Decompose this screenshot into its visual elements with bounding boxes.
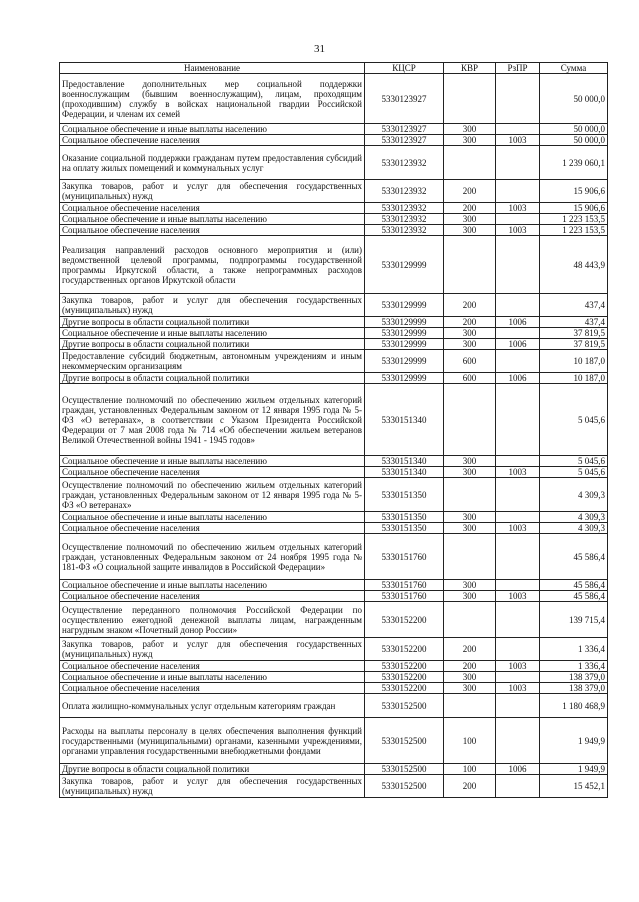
table-row [60, 135, 608, 146]
table-row [60, 512, 608, 523]
row-name: Социальное обеспечение и иные выплаты населению [60, 456, 365, 467]
row-name: Социальное обеспечение населения [60, 203, 365, 214]
page-number: 31 [314, 43, 325, 55]
row-kcsr: 5330151340 [365, 456, 444, 467]
table-row [60, 683, 608, 694]
row-name: Закупка товаров, работ и услуг для обеспечения государственных (муниципальных) нужд [60, 775, 365, 798]
row-kvr: 300 [444, 339, 496, 350]
row-name: Предоставление дополнительных мер социальной поддержки военнослужащим (бывшим военнослужащим), лицам, проходящим (проходившим) службу в войсках национальной гвардии Российской Федерации, и членам их семей [60, 74, 365, 124]
row-kvr: 300 [444, 672, 496, 683]
row-kcsr: 5330123932 [365, 203, 444, 214]
row-name: Другие вопросы в области социальной политики [60, 339, 365, 350]
row-rzpr [496, 456, 540, 467]
row-kcsr: 5330129999 [365, 328, 444, 339]
row-sum: 15 906,6 [540, 180, 608, 203]
row-kcsr: 5330129999 [365, 339, 444, 350]
table-row [60, 146, 608, 180]
row-kvr [444, 534, 496, 580]
row-rzpr: 1003 [496, 467, 540, 478]
row-sum: 5 045,6 [540, 456, 608, 467]
row-kcsr: 5330151350 [365, 478, 444, 512]
row-sum: 10 187,0 [540, 373, 608, 384]
row-name: Закупка товаров, работ и услуг для обеспечения государственных (муниципальных) нужд [60, 180, 365, 203]
row-sum: 50 000,0 [540, 124, 608, 135]
row-rzpr [496, 328, 540, 339]
row-rzpr [496, 672, 540, 683]
row-kvr: 100 [444, 718, 496, 764]
table-row [60, 718, 608, 764]
table-row [60, 456, 608, 467]
row-rzpr: 1006 [496, 339, 540, 350]
row-kcsr: 5330151760 [365, 580, 444, 591]
row-kcsr: 5330123932 [365, 214, 444, 225]
row-kvr: 300 [444, 523, 496, 534]
row-sum: 1 180 468,9 [540, 694, 608, 718]
row-sum: 15 452,1 [540, 775, 608, 798]
row-sum: 138 379,0 [540, 672, 608, 683]
row-name: Социальное обеспечение населения [60, 135, 365, 146]
table-row [60, 384, 608, 456]
row-sum: 4 309,3 [540, 478, 608, 512]
row-kvr [444, 694, 496, 718]
table-row [60, 236, 608, 294]
row-sum: 1 949,9 [540, 718, 608, 764]
row-kcsr: 5330129999 [365, 236, 444, 294]
row-kcsr: 5330129999 [365, 294, 444, 317]
table-row [60, 602, 608, 638]
table-row [60, 203, 608, 214]
row-kvr: 600 [444, 350, 496, 373]
row-rzpr: 1006 [496, 373, 540, 384]
row-kvr: 300 [444, 124, 496, 135]
table-row [60, 294, 608, 317]
row-kcsr: 5330151350 [365, 512, 444, 523]
row-kvr: 300 [444, 580, 496, 591]
row-name: Осуществление полномочий по обеспечению жильем отдельных категорий граждан, установленных Федеральным законом от 12 января 1995 года № 5-ФЗ «О ветеранах», в соответствии с Указом Президента Российской Федерации от 7 мая 2008 года № 714 «Об обеспечении жильем ветеранов Великой Отечественной войны 1941 - 1945 годов» [60, 384, 365, 456]
row-kvr: 200 [444, 180, 496, 203]
header-sum: Сумма [540, 63, 608, 74]
header-name: Наименование [60, 63, 365, 74]
row-sum: 37 819,5 [540, 339, 608, 350]
row-kcsr: 5330152200 [365, 672, 444, 683]
row-kvr: 300 [444, 683, 496, 694]
row-kvr [444, 384, 496, 456]
row-kcsr: 5330152200 [365, 661, 444, 672]
row-kcsr: 5330123932 [365, 225, 444, 236]
table-row [60, 534, 608, 580]
table-row [60, 74, 608, 124]
row-name: Социальное обеспечение населения [60, 591, 365, 602]
row-kvr: 300 [444, 456, 496, 467]
row-name: Социальное обеспечение населения [60, 661, 365, 672]
row-kvr: 300 [444, 467, 496, 478]
row-name: Социальное обеспечение населения [60, 467, 365, 478]
row-kvr: 200 [444, 317, 496, 328]
row-sum: 15 906,6 [540, 203, 608, 214]
row-rzpr: 1003 [496, 683, 540, 694]
row-name: Социальное обеспечение и иные выплаты населению [60, 672, 365, 683]
row-kcsr: 5330152200 [365, 638, 444, 661]
table-row [60, 775, 608, 798]
row-kcsr: 5330152200 [365, 602, 444, 638]
row-rzpr [496, 384, 540, 456]
table-row [60, 373, 608, 384]
table-row [60, 124, 608, 135]
row-name: Закупка товаров, работ и услуг для обеспечения государственных (муниципальных) нужд [60, 294, 365, 317]
table-row [60, 467, 608, 478]
row-kvr: 300 [444, 225, 496, 236]
row-kvr: 300 [444, 328, 496, 339]
row-sum: 48 443,9 [540, 236, 608, 294]
row-rzpr [496, 718, 540, 764]
row-name: Предоставление субсидий бюджетным, автономным учреждениям и иным некоммерческим организациям [60, 350, 365, 373]
row-kcsr: 5330129999 [365, 350, 444, 373]
table-row [60, 350, 608, 373]
table-row [60, 478, 608, 512]
row-rzpr: 1006 [496, 764, 540, 775]
row-name: Расходы на выплаты персоналу в целях обеспечения выполнения функций государственными (муниципальными) органами, казенными учреждениями, органами управления государственными внебюджетными фондами [60, 718, 365, 764]
row-sum: 10 187,0 [540, 350, 608, 373]
table-row [60, 214, 608, 225]
row-rzpr [496, 146, 540, 180]
table-row [60, 317, 608, 328]
row-name: Оплата жилищно-коммунальных услуг отдельным категориям граждан [60, 694, 365, 718]
row-name: Социальное обеспечение и иные выплаты населению [60, 580, 365, 591]
row-kvr: 600 [444, 373, 496, 384]
row-rzpr [496, 236, 540, 294]
row-name: Социальное обеспечение и иные выплаты населению [60, 512, 365, 523]
row-kcsr: 5330123932 [365, 146, 444, 180]
row-rzpr: 1003 [496, 523, 540, 534]
row-sum: 1 336,4 [540, 661, 608, 672]
row-rzpr: 1003 [496, 203, 540, 214]
row-rzpr [496, 214, 540, 225]
row-name: Другие вопросы в области социальной политики [60, 764, 365, 775]
row-name: Другие вопросы в области социальной политики [60, 317, 365, 328]
row-kvr: 300 [444, 135, 496, 146]
table-row [60, 523, 608, 534]
row-sum: 138 379,0 [540, 683, 608, 694]
row-name: Социальное обеспечение и иные выплаты населению [60, 328, 365, 339]
table-row [60, 638, 608, 661]
row-sum: 1 223 153,5 [540, 225, 608, 236]
row-sum: 45 586,4 [540, 534, 608, 580]
row-sum: 45 586,4 [540, 580, 608, 591]
row-name: Реализация направлений расходов основного мероприятия и (или) ведомственной целевой программы, подпрограммы государственной программы Иркутской области, а также непрограммных расходов государственных органов Иркутской области [60, 236, 365, 294]
header-kvr: КВР [444, 63, 496, 74]
row-name: Социальное обеспечение населения [60, 683, 365, 694]
row-sum: 37 819,5 [540, 328, 608, 339]
row-rzpr [496, 180, 540, 203]
row-sum: 1 223 153,5 [540, 214, 608, 225]
row-rzpr: 1003 [496, 135, 540, 146]
table-body [60, 74, 608, 798]
row-rzpr [496, 74, 540, 124]
row-sum: 4 309,3 [540, 512, 608, 523]
row-kcsr: 5330123927 [365, 124, 444, 135]
row-name: Социальное обеспечение и иные выплаты населению [60, 214, 365, 225]
row-kcsr: 5330151760 [365, 534, 444, 580]
row-sum: 4 309,3 [540, 523, 608, 534]
row-kvr [444, 236, 496, 294]
row-kvr: 200 [444, 294, 496, 317]
row-rzpr [496, 534, 540, 580]
row-kvr [444, 602, 496, 638]
row-kcsr: 5330129999 [365, 373, 444, 384]
budget-table [59, 62, 608, 798]
row-kvr: 200 [444, 775, 496, 798]
row-kcsr: 5330151350 [365, 523, 444, 534]
row-rzpr [496, 638, 540, 661]
row-kvr: 200 [444, 638, 496, 661]
row-rzpr [496, 478, 540, 512]
row-sum: 437,4 [540, 294, 608, 317]
row-sum: 5 045,6 [540, 384, 608, 456]
table-row [60, 591, 608, 602]
row-name: Закупка товаров, работ и услуг для обеспечения государственных (муниципальных) нужд [60, 638, 365, 661]
row-sum: 50 000,0 [540, 74, 608, 124]
row-rzpr [496, 124, 540, 135]
row-kcsr: 5330152500 [365, 718, 444, 764]
row-sum: 45 586,4 [540, 591, 608, 602]
row-rzpr [496, 512, 540, 523]
table-row [60, 694, 608, 718]
table-row [60, 328, 608, 339]
row-kvr: 200 [444, 661, 496, 672]
row-rzpr [496, 294, 540, 317]
row-name: Другие вопросы в области социальной политики [60, 373, 365, 384]
row-name: Социальное обеспечение населения [60, 225, 365, 236]
row-kvr: 300 [444, 591, 496, 602]
row-rzpr: 1006 [496, 317, 540, 328]
row-sum: 5 045,6 [540, 467, 608, 478]
table-row [60, 672, 608, 683]
row-sum: 437,4 [540, 317, 608, 328]
header-rzpr: РзПР [496, 63, 540, 74]
row-sum: 50 000,0 [540, 135, 608, 146]
table-row [60, 339, 608, 350]
row-rzpr: 1003 [496, 225, 540, 236]
row-kvr: 300 [444, 512, 496, 523]
row-kcsr: 5330152500 [365, 694, 444, 718]
row-kcsr: 5330151760 [365, 591, 444, 602]
row-name: Оказание социальной поддержки гражданам путем предоставления субсидий на оплату жилых помещений и коммунальных услуг [60, 146, 365, 180]
row-rzpr [496, 694, 540, 718]
table-row [60, 225, 608, 236]
row-kcsr: 5330151340 [365, 384, 444, 456]
row-name: Социальное обеспечение и иные выплаты населению [60, 124, 365, 135]
row-kcsr: 5330123932 [365, 180, 444, 203]
row-kcsr: 5330129999 [365, 317, 444, 328]
table-row [60, 580, 608, 591]
row-kvr: 100 [444, 764, 496, 775]
row-sum: 1 336,4 [540, 638, 608, 661]
table-row [60, 661, 608, 672]
row-rzpr: 1003 [496, 661, 540, 672]
row-kvr [444, 478, 496, 512]
row-kcsr: 5330152500 [365, 775, 444, 798]
row-name: Осуществление переданного полномочия Российской Федерации по осуществлению ежегодной денежной выплаты лицам, награжденным нагрудным знаком «Почетный донор России» [60, 602, 365, 638]
row-kvr [444, 146, 496, 180]
row-name: Осуществление полномочий по обеспечению жильем отдельных категорий граждан, установленных Федеральным законом от 24 ноября 1995 года № 181-ФЗ «О социальной защите инвалидов в Российской Федерации» [60, 534, 365, 580]
row-rzpr [496, 775, 540, 798]
row-kvr: 300 [444, 214, 496, 225]
row-rzpr [496, 602, 540, 638]
row-rzpr [496, 350, 540, 373]
row-sum: 1 949,9 [540, 764, 608, 775]
table-row [60, 764, 608, 775]
row-kcsr: 5330152500 [365, 764, 444, 775]
row-sum: 1 239 060,1 [540, 146, 608, 180]
row-name: Социальное обеспечение населения [60, 523, 365, 534]
row-kcsr: 5330152200 [365, 683, 444, 694]
row-name: Осуществление полномочий по обеспечению жильем отдельных категорий граждан, установленных Федеральным законом от 12 января 1995 года № 5-ФЗ «О ветеранах» [60, 478, 365, 512]
table-row [60, 180, 608, 203]
row-sum: 139 715,4 [540, 602, 608, 638]
row-rzpr [496, 580, 540, 591]
row-kcsr: 5330151340 [365, 467, 444, 478]
header-kcsr: КЦСР [365, 63, 444, 74]
table-header-row [60, 63, 608, 74]
row-kcsr: 5330123927 [365, 74, 444, 124]
row-kvr: 200 [444, 203, 496, 214]
row-rzpr: 1003 [496, 591, 540, 602]
row-kcsr: 5330123927 [365, 135, 444, 146]
row-kvr [444, 74, 496, 124]
